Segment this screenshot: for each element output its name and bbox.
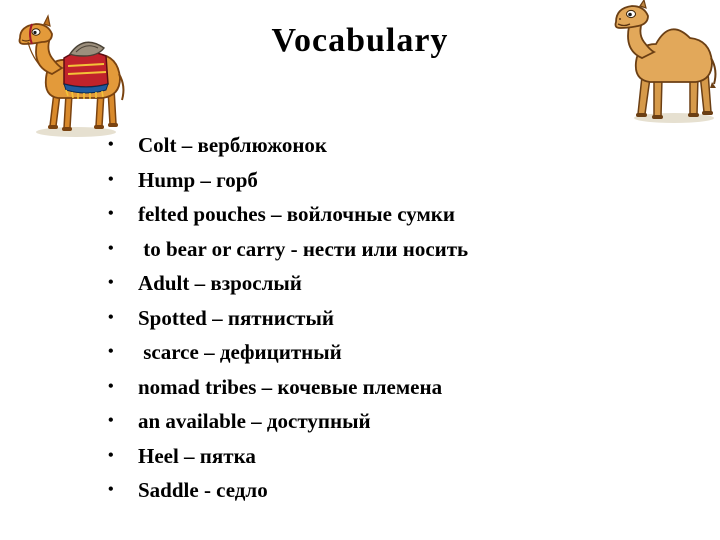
slide-title: Vocabulary [271,22,449,59]
camel-illustration [612,0,720,124]
bullet: • [108,343,114,360]
bullet: • [108,274,114,291]
vocabulary-entry: to bear or carry - нести или носить [138,236,469,261]
vocabulary-entry: Hump – горб [138,167,258,192]
vocabulary-entry: Heel – пятка [138,443,256,468]
vocabulary-entry: nomad tribes – кочевые племена [138,374,443,399]
vocabulary-entry: Adult – взрослый [138,271,302,295]
bullet: • [108,377,114,395]
bullet: • [108,446,114,464]
vocabulary-entry: Colt – верблюжонок [138,133,328,157]
vocabulary-entry: an available – доступный [138,409,371,433]
vocabulary-entry: Spotted – пятнистый [138,305,334,330]
bullet: • [108,136,114,153]
bullet: • [108,239,114,257]
vocabulary-entry: scarce – дефицитный [138,340,342,364]
bullet: • [108,308,114,326]
bullet: • [108,481,114,498]
bullet: • [108,412,114,429]
bullet: • [108,170,114,188]
vocabulary-entry: felted pouches – войлочные сумки [138,202,455,226]
bullet: • [108,205,114,222]
vocabulary-entry: Saddle - седло [138,478,268,502]
